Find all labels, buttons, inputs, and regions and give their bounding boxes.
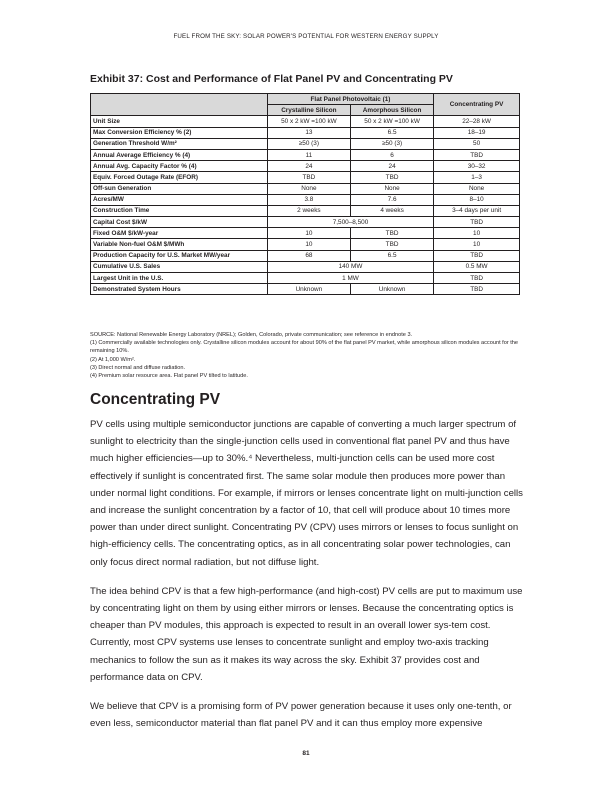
crystalline-silicon-cell: 24 xyxy=(267,161,350,172)
footnote-4: (4) Premium solar resource area. Flat panel PV tilted to latitude. xyxy=(90,373,248,380)
table-corner-cell xyxy=(91,94,268,116)
concentrating-pv-cell: 3–4 days per unit xyxy=(434,205,520,216)
crystalline-silicon-cell: 10 xyxy=(267,239,350,250)
crystalline-silicon-cell: 3.8 xyxy=(267,194,350,205)
concentrating-pv-cell: 0.5 MW xyxy=(434,261,520,272)
crystalline-silicon-cell: Unknown xyxy=(267,284,350,295)
amorphous-silicon-cell: 6.5 xyxy=(350,127,433,138)
row-label: Capital Cost $/kW xyxy=(91,217,268,228)
table-row xyxy=(91,183,520,194)
amorphous-silicon-cell: 6 xyxy=(350,149,433,160)
row-label: Fixed O&M $/kW-year xyxy=(91,228,268,239)
crystalline-silicon-cell: None xyxy=(267,183,350,194)
exhibit-title: Exhibit 37: Cost and Performance of Flat Panel PV and Concentrating PV xyxy=(90,73,453,85)
crystalline-silicon-cell: 50 x 2 kW =100 kW xyxy=(267,116,350,127)
row-label: Annual Average Efficiency % (4) xyxy=(91,149,268,160)
amorphous-silicon-cell: 7.6 xyxy=(350,194,433,205)
row-label: Largest Unit in the U.S. xyxy=(91,273,268,284)
row-label: Demonstrated System Hours xyxy=(91,284,268,295)
table-row xyxy=(91,149,520,160)
footnote-1: (1) Commercially available technologies only. Crystalline silicon modules account for about 90% of the flat panel PV market, while amorphous silicon modules account for the remaining 10%. xyxy=(90,340,519,355)
concentrating-pv-cell: 10 xyxy=(434,228,520,239)
amorphous-silicon-cell: 50 x 2 kW =100 kW xyxy=(350,116,433,127)
crystalline-silicon-cell: 13 xyxy=(267,127,350,138)
table-row xyxy=(91,138,520,149)
table-row xyxy=(91,250,520,261)
table-header xyxy=(91,94,520,116)
row-label: Annual Avg. Capacity Factor % (4) xyxy=(91,161,268,172)
concentrating-pv-cell: 8–10 xyxy=(434,194,520,205)
row-label: Off-sun Generation xyxy=(91,183,268,194)
flat-panel-merged-cell: 7,500–8,500 xyxy=(267,217,433,228)
concentrating-pv-cell: TBD xyxy=(434,149,520,160)
page-number: 81 xyxy=(302,750,310,757)
row-label: Production Capacity for U.S. Market MW/year xyxy=(91,250,268,261)
concentrating-pv-header: Concentrating PV xyxy=(434,94,520,116)
table-row xyxy=(91,161,520,172)
concentrating-pv-cell: TBD xyxy=(434,284,520,295)
amorphous-silicon-cell: TBD xyxy=(350,172,433,183)
concentrating-pv-cell: 10 xyxy=(434,239,520,250)
table-row xyxy=(91,261,520,272)
concentrating-pv-cell: 30–32 xyxy=(434,161,520,172)
body-paragraph-2: The idea behind CPV is that a few high-performance (and high-cost) PV cells are put to maximum use by concentrating light on them by using either mirrors or lenses. Because the concentrating optics is cheaper than PV modules, this approach is expected to result in an overall lower sys-tem cost. Currently, most CPV systems use lenses to concentrate sunlight and employ two-axis tracking mechanics to follow the sun as it makes its way across the sky. Exhibit 37 provides cost and performance data on CPV. xyxy=(90,585,523,683)
running-header: FUEL FROM THE SKY: SOLAR POWER'S POTENTIAL FOR WESTERN ENERGY SUPPLY xyxy=(173,33,439,40)
table-row xyxy=(91,284,520,295)
amorphous-silicon-cell: None xyxy=(350,183,433,194)
table-row xyxy=(91,205,520,216)
crystalline-silicon-cell: ≥50 (3) xyxy=(267,138,350,149)
body-paragraph-3: We believe that CPV is a promising form of PV power generation because it uses only one-tenth, or even less, semiconductor material than flat panel PV and it can thus employ more expensive xyxy=(90,701,512,730)
table-row xyxy=(91,127,520,138)
row-label: Generation Threshold W/m² xyxy=(91,138,268,149)
crystalline-silicon-cell: 2 weeks xyxy=(267,205,350,216)
row-label: Acres/MW xyxy=(91,194,268,205)
table-notes xyxy=(90,331,522,380)
footnote-3: (3) Direct normal and diffuse radiation. xyxy=(90,364,186,371)
row-label: Cumulative U.S. Sales xyxy=(91,261,268,272)
row-label: Construction Time xyxy=(91,205,268,216)
amorphous-silicon-cell: 24 xyxy=(350,161,433,172)
amorphous-silicon-cell: Unknown xyxy=(350,284,433,295)
table-row xyxy=(91,217,520,228)
concentrating-pv-cell: 18–19 xyxy=(434,127,520,138)
amorphous-silicon-cell: 4 weeks xyxy=(350,205,433,216)
crystalline-silicon-cell: 10 xyxy=(267,228,350,239)
amorphous-silicon-cell: TBD xyxy=(350,239,433,250)
concentrating-pv-cell: TBD xyxy=(434,273,520,284)
concentrating-pv-cell: 22–28 kW xyxy=(434,116,520,127)
footnote-2: (2) At 1,000 W/m². xyxy=(90,356,136,363)
concentrating-pv-cell: TBD xyxy=(434,250,520,261)
table-row xyxy=(91,228,520,239)
table-source: SOURCE: National Renewable Energy Laboratory (NREL); Golden, Colorado, private communication; see reference in endnote 3. xyxy=(90,332,413,338)
table-row xyxy=(91,194,520,205)
body-text xyxy=(90,416,524,744)
flat-panel-merged-cell: 1 MW xyxy=(267,273,433,284)
crystalline-silicon-cell: TBD xyxy=(267,172,350,183)
concentrating-pv-cell: 1–3 xyxy=(434,172,520,183)
flat-panel-pv-header: Flat Panel Photovoltaic (1) xyxy=(267,94,433,105)
amorphous-silicon-cell: ≥50 (3) xyxy=(350,138,433,149)
table-row xyxy=(91,273,520,284)
body-paragraph-1: PV cells using multiple semiconductor junctions are capable of converting a much larger spectrum of sunlight to electricity than the single-junction cells used in conventional flat panel PV and thus have much higher efficiencies—up to 30%.⁴ Nevertheless, multi-junction cells can be used more cost effectively if sunlight is concentrated first. The same solar module then produces more power than under normal light conditions. For example, if mirrors or lenses concentrate light on multi-junction cells and increase the sunlight concentration by a factor of 10, that cell will produce about 10 times more power than under direct sunlight. Concentrating PV (CPV) uses mirrors or lenses to focus sunlight on high-efficiency cells. The concentrating optics, as in all concentrating solar power technologies, can only focus direct normal radiation, but not diffuse light. xyxy=(90,419,523,568)
table-body xyxy=(91,116,520,295)
section-heading: Concentrating PV xyxy=(90,391,221,408)
cost-performance-table xyxy=(90,93,520,295)
table-row xyxy=(91,239,520,250)
row-label: Max Conversion Efficiency % (2) xyxy=(91,127,268,138)
table-row xyxy=(91,172,520,183)
amorphous-silicon-cell: TBD xyxy=(350,228,433,239)
table-row xyxy=(91,116,520,127)
row-label: Equiv. Forced Outage Rate (EFOR) xyxy=(91,172,268,183)
crystalline-silicon-header: Crystalline Silicon xyxy=(267,105,350,116)
row-label: Variable Non-fuel O&M $/MWh xyxy=(91,239,268,250)
flat-panel-merged-cell: 140 MW xyxy=(267,261,433,272)
crystalline-silicon-cell: 68 xyxy=(267,250,350,261)
row-label: Unit Size xyxy=(91,116,268,127)
concentrating-pv-cell: None xyxy=(434,183,520,194)
amorphous-silicon-cell: 6.5 xyxy=(350,250,433,261)
concentrating-pv-cell: 50 xyxy=(434,138,520,149)
crystalline-silicon-cell: 11 xyxy=(267,149,350,160)
cost-performance-table-container xyxy=(90,93,520,295)
amorphous-silicon-header: Amorphous Silicon xyxy=(350,105,433,116)
concentrating-pv-cell: TBD xyxy=(434,217,520,228)
